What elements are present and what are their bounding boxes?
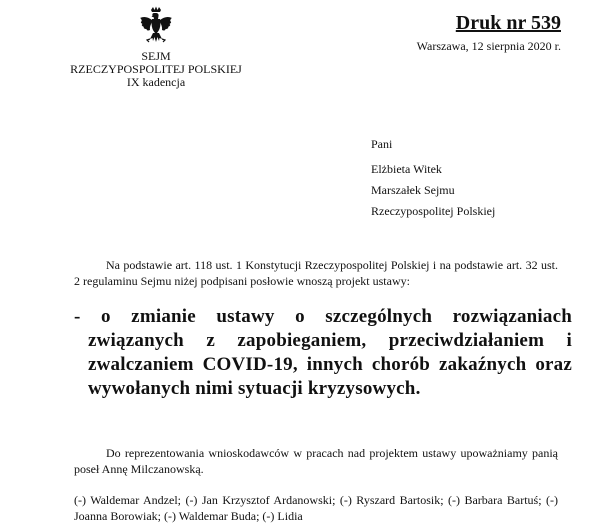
letterhead-line: RZECZYPOSPOLITEJ POLSKIEJ: [70, 62, 242, 76]
print-number: Druk nr 539: [455, 12, 561, 34]
eagle-emblem-icon: [139, 6, 173, 46]
letterhead-line: SEJM: [141, 49, 171, 63]
bill-title: - o zmianie ustawy o szczególnych rozwiązaniach związanych z zapobieganiem, przeciwdziałaniem i zwalczaniem COVID-19, innych chorób zakaźnych oraz wywołanych nimi sytuacji kryzysowych.: [74, 306, 572, 399]
representative-paragraph: Do reprezentowania wnioskodawców w pracach nad projektem ustawy upoważniamy panią poseł Annę Milczanowską.: [74, 446, 558, 476]
signatories-list: (-) Waldemar Andzel; (-) Jan Krzysztof Ardanowski; (-) Ryszard Bartosik; (-) Barbara Bartuś; (-) Joanna Borowiak; (-) Waldemar Buda; (-) Lidia: [74, 493, 558, 523]
letterhead: [40, 50, 272, 89]
addressee-line: Rzeczypospolitej Polskiej: [371, 204, 496, 218]
addressee-line: Marszałek Sejmu: [371, 183, 455, 197]
addressee-line: Pani: [371, 137, 393, 151]
intro-paragraph: Na podstawie art. 118 ust. 1 Konstytucji Rzeczypospolitej Polskiej i na podstawie art. 32 ust. 2 regulaminu Sejmu niżej podpisani posłowie wnoszą projekt ustawy:: [74, 258, 558, 288]
letterhead-line: IX kadencja: [126, 75, 186, 89]
addressee-line: Elżbieta Witek: [371, 162, 442, 176]
document-date: Warszawa, 12 sierpnia 2020 r.: [416, 39, 561, 53]
